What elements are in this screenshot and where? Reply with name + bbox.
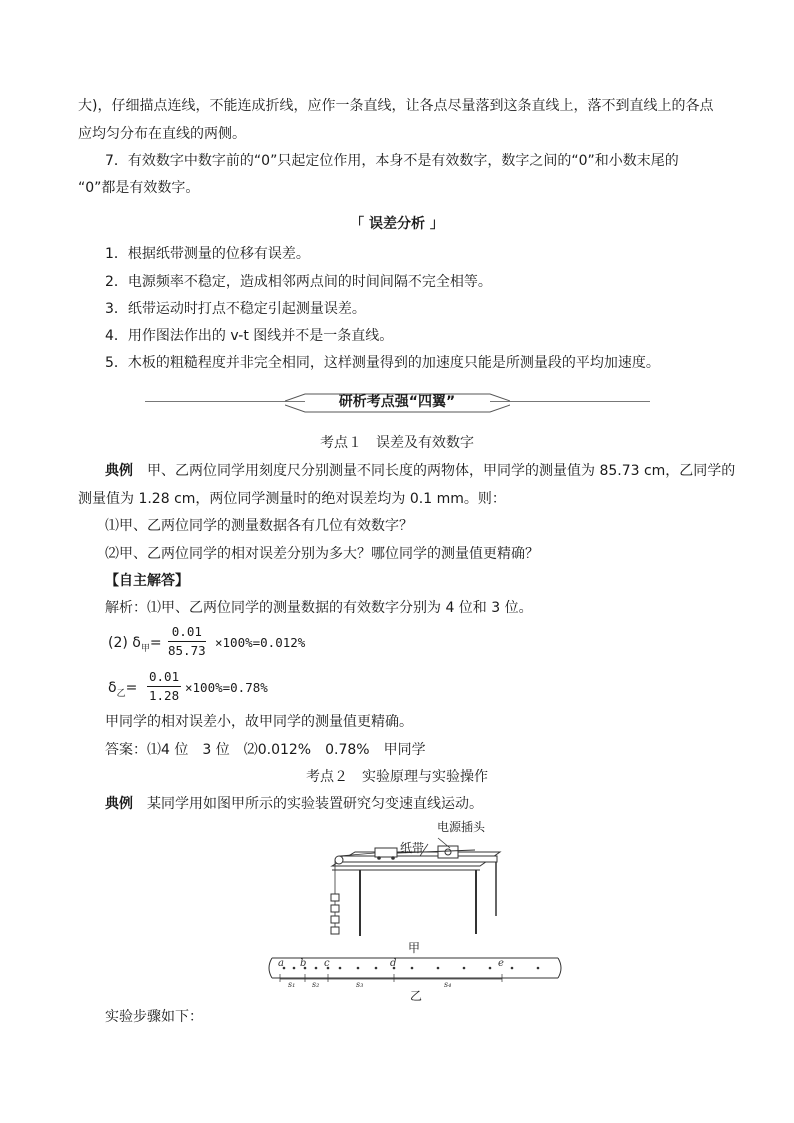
formula-2-denominator: 1.28: [149, 688, 180, 703]
paragraph-7-line-2: “0”都是有效数字。: [78, 180, 200, 196]
tape-segment-s1: s₁: [288, 980, 296, 989]
formula-2-sub: 乙: [116, 688, 126, 699]
point-1-example-line-2: 测量值为 1.28 cm，两位同学测量时的绝对误差均为 0.1 mm。则：: [78, 491, 506, 507]
label-power-plug: 电源插头: [437, 820, 486, 834]
tape-letter-a: a: [278, 958, 284, 969]
formula-1-suffix: ×100%=0.012%: [215, 635, 306, 650]
point-2-example: [105, 794, 483, 814]
paragraph-7-line-1: 7．有效数字中数字前的“0”只起定位作用，本身不是有效数字，数字之间的“0”和小数末尾的: [105, 153, 679, 169]
formula-1-prefix: (2) $\delta_甲=$: [108, 635, 162, 654]
formula-1-numerator: 0.01: [168, 623, 206, 642]
example-text-2: 某同学用如图甲所示的实验装置研究匀变速直线运动。: [133, 796, 483, 812]
tape-segment-s2: s₂: [312, 980, 320, 989]
tape-segment-s3: s₃: [356, 980, 364, 989]
tape-letter-d: d: [390, 958, 397, 969]
example-label: 典例: [105, 463, 133, 479]
question-2: ⑵甲、乙两位同学的相对误差分别为多大？哪位同学的测量值更精确？: [105, 546, 539, 562]
answer: 答案：⑴4 位 3 位 ⑵0.012% 0.78% 甲同学: [105, 742, 426, 758]
steps-heading: 实验步骤如下：: [105, 1009, 203, 1025]
formula-2-prefix: $\delta_乙=$: [108, 680, 138, 699]
error-item-1: 1．根据纸带测量的位移有误差。: [105, 246, 310, 262]
tape-letter-b: b: [300, 958, 307, 969]
banner-title: 研析考点强“四翼”: [338, 394, 456, 410]
formula-2-numerator: 0.01: [147, 668, 181, 687]
formula-2-fraction: [147, 668, 181, 705]
error-item-3: 3．纸带运动时打点不稳定引起测量误差。: [105, 301, 366, 317]
point-1-heading: 考点１ 误差及有效数字: [320, 435, 474, 451]
caption-jia: 甲: [408, 941, 421, 955]
error-analysis-title: 「 误差分析 」: [350, 216, 444, 232]
tape-segment-s4: s₄: [444, 980, 452, 989]
self-answer-label: 【自主解答】: [105, 573, 189, 589]
label-paper-tape: 纸带: [400, 841, 425, 855]
error-item-4: 4．用作图法作出的 v-t 图线并不是一条直线。: [105, 328, 394, 344]
error-item-2: 2．电源频率不稳定，造成相邻两点间的时间间隔不完全相等。: [105, 274, 492, 290]
formula-2-suffix: ×100%=0.78%: [185, 680, 268, 695]
conclusion: 甲同学的相对误差小，故甲同学的测量值更精确。: [105, 714, 413, 730]
example-text: 甲、乙两位同学用刻度尺分别测量不同长度的两物体，甲同学的测量值为 85.73 cm，乙同学的: [133, 463, 736, 479]
point-1-example: [105, 461, 735, 481]
tape-letter-e: e: [498, 958, 504, 969]
analysis-line: 解析：⑴甲、乙两位同学的测量数据的有效数字分别为 4 位和 3 位。: [105, 600, 533, 616]
paragraph-6-line-2: 应均匀分布在直线的两侧。: [78, 126, 246, 142]
question-1: ⑴甲、乙两位同学的测量数据各有几位有效数字？: [105, 518, 413, 534]
paragraph-6-line-1: 大)，仔细描点连线，不能连成折线，应作一条直线，让各点尽量落到这条直线上，落不到直线上的各点: [78, 98, 714, 114]
error-item-5: 5．木板的粗糙程度并非完全相同，这样测量得到的加速度只能是所测量段的平均加速度。: [105, 355, 660, 371]
example-label-2: 典例: [105, 796, 133, 812]
formula-1-sub: 甲: [140, 643, 150, 654]
formula-1-denominator: 85.73: [168, 643, 206, 658]
caption-yi: 乙: [410, 989, 423, 1003]
point-2-heading: 考点２ 实验原理与实验操作: [306, 769, 488, 785]
formula-1-fraction: [168, 623, 206, 660]
tape-letter-c: c: [324, 958, 330, 969]
